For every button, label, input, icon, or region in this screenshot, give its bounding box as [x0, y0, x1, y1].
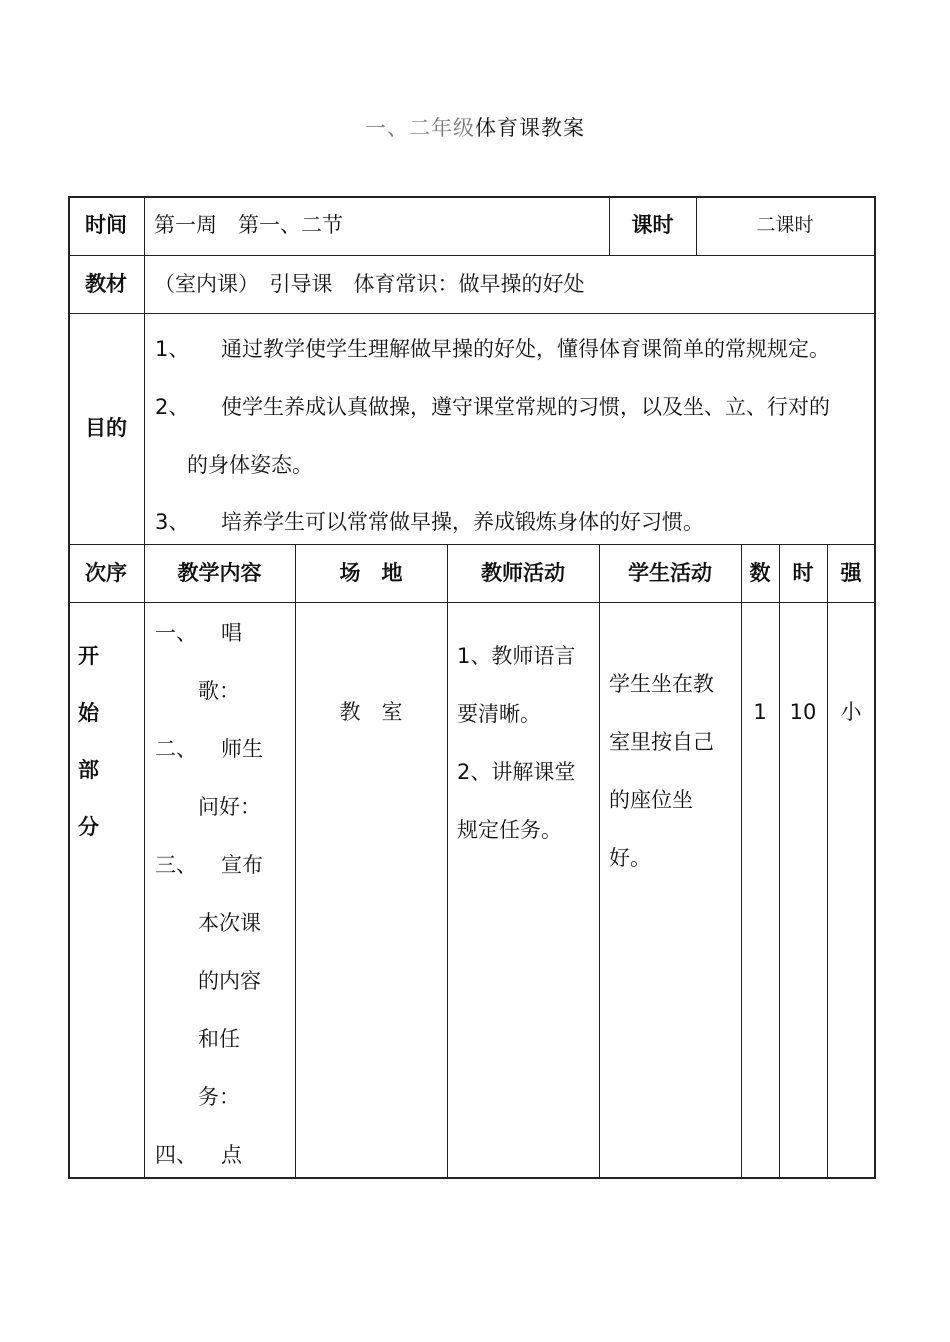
content-item-text: 和任: [198, 1027, 240, 1051]
teacher-line: 要清晰。: [457, 702, 541, 726]
section-char: 始: [78, 701, 99, 725]
content-item-number: 四、: [155, 1143, 197, 1167]
teacher-activity: [457, 627, 575, 859]
student-line: 室里按自己: [609, 730, 714, 754]
intensity-value: 小: [840, 700, 862, 724]
content-item-number: 三、: [155, 853, 197, 877]
col-time: 时: [792, 560, 814, 585]
time-label: 时间: [85, 213, 127, 237]
goal-1-number: 1、: [155, 337, 190, 361]
material-value: （室内课） 引导课 体育常识：做早操的好处: [154, 271, 585, 296]
content-item-text: 问好：: [198, 795, 261, 819]
count-value: 1: [753, 700, 767, 724]
goal-label: 目的: [85, 416, 127, 440]
period-value: 二课时: [756, 214, 814, 236]
col-content: 教学内容: [177, 560, 262, 585]
student-activity: [609, 655, 714, 887]
student-line: 的座位坐: [609, 788, 693, 812]
material-label: 教材: [85, 271, 127, 296]
section-char: 部: [78, 758, 99, 782]
teacher-line: 规定任务。: [457, 818, 562, 842]
section-char: 分: [78, 815, 99, 839]
col-student: 学生活动: [628, 560, 712, 585]
content-item-text: 务：: [198, 1085, 240, 1109]
col-teacher: 教师活动: [481, 560, 565, 585]
content-item-number: 一、: [155, 621, 197, 645]
student-line: 学生坐在教: [609, 672, 714, 696]
time-value-cell: 10: [789, 700, 817, 724]
col-intensity: 强: [840, 560, 862, 585]
teacher-line: 1、教师语言: [457, 644, 576, 668]
page-title: [0, 112, 950, 142]
goal-2-number: 2、: [155, 395, 190, 419]
goal-1-text: 通过教学使学生理解做早操的好处，懂得体育课简单的常规规定。: [221, 337, 830, 361]
goal-2-text: 使学生养成认真做操，遵守课堂常规的习惯，以及坐、立、行对的: [221, 395, 830, 419]
content-item-text: 本次课: [198, 911, 261, 935]
col-count: 数: [749, 560, 771, 585]
teacher-line: 2、讲解课堂: [457, 760, 576, 784]
title-grade: 一、二年级: [365, 116, 475, 140]
period-label: 课时: [631, 213, 674, 237]
content-item-number: 二、: [155, 737, 197, 761]
goal-2-continuation: 的身体姿态。: [187, 453, 313, 477]
content-item-text: 唱: [221, 621, 242, 645]
content-item-text: 的内容: [198, 969, 261, 993]
content-item-text: 点: [221, 1143, 242, 1167]
content-item-text: 师生: [221, 737, 263, 761]
content-item-text: 宣布: [221, 853, 263, 877]
lesson-plan-table: [68, 196, 876, 1179]
content-item-text: 歌：: [198, 679, 240, 703]
col-order: 次序: [85, 560, 127, 585]
section-label: [78, 628, 99, 856]
section-char: 开: [78, 644, 99, 668]
time-value: 第一周 第一、二节: [154, 213, 343, 237]
goal-3-text: 培养学生可以常常做早操，养成锻炼身体的好习惯。: [221, 510, 704, 534]
content-list: [155, 604, 263, 1184]
venue-value: 教 室: [339, 700, 403, 724]
goal-3-number: 3、: [155, 510, 190, 534]
student-line: 好。: [609, 846, 651, 870]
col-venue: 场 地: [339, 560, 403, 585]
title-main: 体育课教案: [475, 116, 585, 140]
